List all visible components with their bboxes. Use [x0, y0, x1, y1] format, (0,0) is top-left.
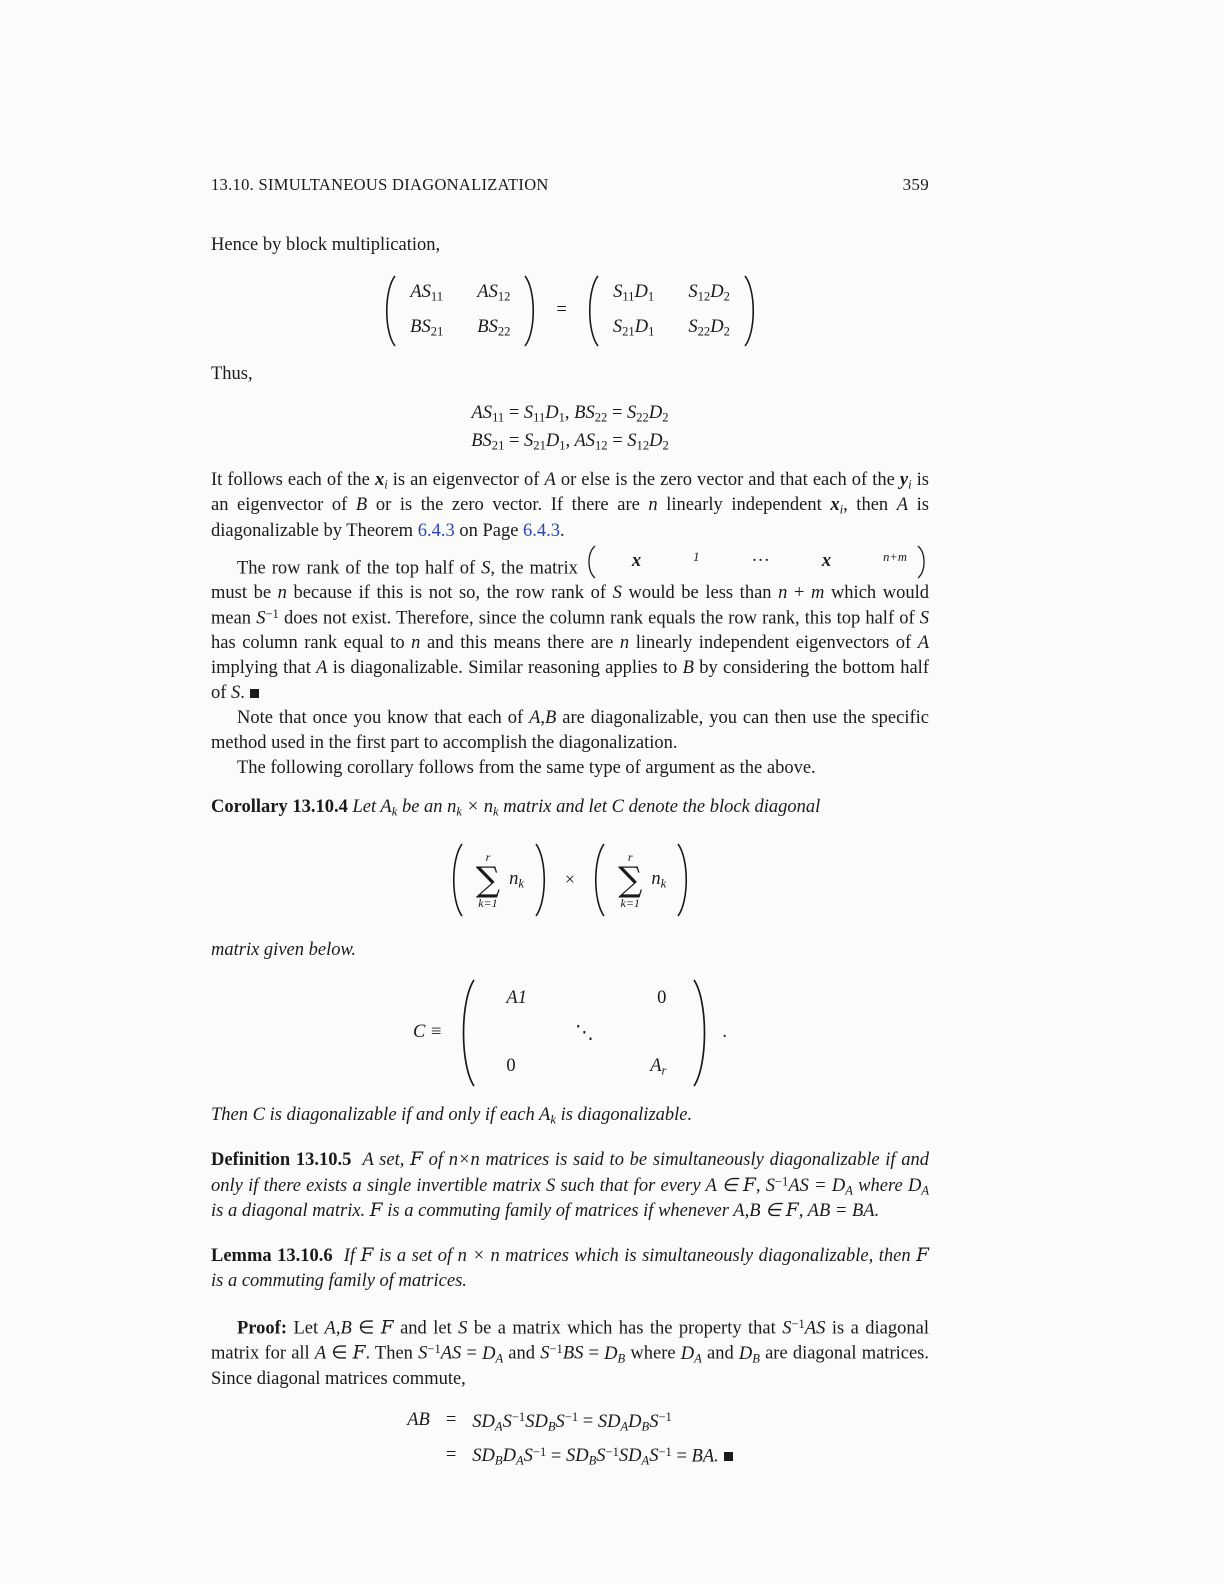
matrix-left: [378, 274, 542, 348]
equals-sign: =: [556, 300, 567, 321]
cell-bs21: $BS_{21}$: [410, 316, 444, 339]
cell-s22d2: $S_{22}D_2$: [688, 316, 730, 339]
theorem-reference-link[interactable]: 6.4.3: [417, 520, 455, 541]
paragraph-following-corollary: The following corollary follows from the same type of argument as the above.: [237, 757, 816, 778]
math-A-3: A: [917, 633, 929, 654]
final-eq-rel-1: =: [445, 1410, 457, 1431]
cell-s21d1: $S_{21}D_1$: [612, 316, 655, 339]
right-paren-icon: [522, 274, 542, 348]
math-Ak: $A_k$: [380, 796, 398, 819]
math-S: S: [481, 558, 491, 579]
math-A: A: [544, 469, 556, 490]
left-paren-icon-4: [445, 842, 465, 918]
definition-label: Definition 13.10.5: [211, 1150, 352, 1171]
cell-Ar: $A_r$: [650, 1055, 667, 1078]
corollary-label: Corollary 13.10.4: [211, 796, 348, 817]
page-content: [211, 175, 929, 1469]
equation-block-matrix: [211, 274, 929, 348]
final-eq-rhs-1: $SD_AS^{-1}SD_BS^{-1} = SD_AD_BS^{-1}$: [472, 1410, 672, 1434]
sum-lower-limit-1: k=1: [478, 895, 498, 910]
matrix-right-cells: [601, 282, 742, 339]
lemma-13-10-6: Lemma 13.10.6 If F is a set of n × n matrices which is simultaneously diagonalizable, then F is a commuting family of matrices.: [211, 1245, 930, 1291]
cell-s11d1: $S_{11}D_1$: [613, 282, 655, 304]
equation-line-1: $AS_{11} = S_{11}D_1$, $BS_{22} = S_{22}D_2$: [471, 402, 669, 425]
cell-as12: $AS_{12}$: [477, 282, 511, 304]
math-n: n: [648, 495, 658, 516]
corollary-13-10-4: Corollary 13.10.4 Let $A_k$ be an $n_k \times n_k$ matrix and let C denote the block diagonal: [211, 796, 821, 819]
sum-group-1: [445, 842, 553, 918]
final-eq-lhs-empty: [407, 1445, 430, 1469]
qed-square-icon-2: [724, 1452, 733, 1461]
paragraph-note: Note that once you know that each of A,B are diagonalizable, you can then use the specific method used in the first part to accomplish the diagonalization.: [211, 707, 929, 753]
c-matrix: [454, 977, 714, 1089]
final-eq-rel-2: =: [445, 1444, 457, 1465]
right-paren-icon-2: [742, 274, 762, 348]
c-equiv-label: C ≡: [412, 1022, 443, 1043]
proof-label: Proof:: [237, 1318, 287, 1339]
paragraph-thus: Thus,: [211, 363, 253, 384]
left-paren-icon: [378, 274, 398, 348]
math-n-4: n: [619, 633, 630, 654]
left-paren-icon-3: [584, 544, 597, 580]
c-matrix-period: .: [722, 1022, 728, 1043]
equation-c-matrix: [211, 977, 929, 1089]
qed-square-icon: [250, 689, 259, 698]
math-B: B: [355, 495, 368, 516]
times-operator: ×: [564, 869, 576, 890]
running-head: [211, 175, 929, 195]
cell-as11: $AS_{11}$: [410, 282, 444, 304]
math-S-3: S: [919, 608, 929, 629]
cell-s12d2: $S_{12}D_2$: [688, 282, 730, 304]
summation-symbol-2: [616, 851, 644, 909]
header-section-title: 13.10. SIMULTANEOUS DIAGONALIZATION: [211, 175, 549, 194]
summation-symbol-1: [474, 851, 502, 909]
left-paren-icon-2: [581, 274, 601, 348]
paragraph-then-c-diagonalizable: Then C is diagonalizable if and only if each $A_k$ is diagonalizable.: [211, 1104, 693, 1127]
cell-ellipsis: ···: [751, 551, 770, 572]
final-eq-rhs-2: $SD_BD_AS^{-1} = SD_BS^{-1}SD_AS^{-1}$ = BA.: [472, 1445, 733, 1469]
math-n-plus-m: n: [778, 582, 788, 603]
left-paren-icon-5: [587, 842, 607, 918]
proof-paragraph: Proof: Let A,B ∈ F and let S be a matrix which has the property that $S^{-1}AS$ is a diagonal matrix for all A ∈ F. Then $S^{-1}AS = D_A$ and $S^{-1}BS = D_B$ where $D_A$ and $D_B$ are diagonal matrices. Since diagonal matrices commute,: [211, 1316, 929, 1390]
sigma-icon-2: ∑: [618, 859, 643, 900]
paragraph-it-follows: It follows each of the $x_i$ is an eigenvector of A or else is the zero vector and that each of the $y_i$ is an eigenvector of B or is the zero vector. If there are n linearly independent $x_i$, then A is diagonalizable by Theorem 6.4.3 on Page 6.4.3.: [211, 469, 929, 541]
math-n-2: n: [277, 582, 287, 603]
right-paren-icon-4: [533, 842, 553, 918]
c-matrix-cells: [478, 982, 690, 1084]
cell-zero-top: 0: [657, 988, 667, 1009]
sum-term-2: $n_k$: [651, 868, 667, 891]
math-A-4: A: [316, 658, 328, 679]
math-B-2: B: [682, 658, 694, 679]
math-A-2: A: [896, 495, 909, 516]
paragraph-hence-block: Hence by block multiplication,: [211, 235, 441, 255]
cell-A1: A1: [506, 988, 527, 1009]
sigma-icon-1: ∑: [475, 859, 501, 900]
final-eq-lhs: AB: [407, 1410, 430, 1431]
paragraph-matrix-given-below: matrix given below.: [211, 939, 357, 960]
right-paren-icon-5: [675, 842, 695, 918]
right-paren-icon-6: [690, 977, 714, 1089]
cell-xnm: x: [821, 551, 832, 572]
matrix-left-cells: [398, 282, 522, 339]
equation-thus-lines: [211, 403, 929, 454]
math-A-B: A: [529, 707, 541, 728]
sum-inner-1: [465, 851, 533, 909]
lemma-label: Lemma 13.10.6: [211, 1246, 333, 1267]
math-x-i-2: x: [830, 495, 840, 516]
sum-group-2: [587, 842, 695, 918]
row-vector-cells: x 1 ··· x n+m: [597, 549, 916, 574]
math-n-3: n: [411, 633, 421, 654]
math-S-4: S: [231, 683, 241, 704]
paragraph-row-rank: The row rank of the top half of S, the matrix x 1 ··· x n+m must be n because if this is not so, the row rank of S would be less than n + m which would mean $S^{-1}$ does not exist. Therefore, since the column rank equals the row rank, this top half of S has column rank equal to n and this means there are n linearly independent eigenvectors of A implying that A is diagonalizable. Similar reasoning applies to B by considering the bottom half of S.: [211, 544, 929, 706]
sum-upper-limit-2: r: [627, 849, 633, 864]
page-number: 359: [902, 175, 929, 194]
cell-zero-bottom: 0: [506, 1056, 516, 1077]
math-nk-x-nk: $n_k \times n_k$: [447, 796, 499, 819]
equation-final-proof: [211, 1410, 929, 1468]
right-paren-icon-3: [916, 544, 929, 580]
math-C: C: [611, 796, 624, 817]
matrix-right: [581, 274, 762, 348]
row-vector-matrix: [584, 544, 929, 580]
math-S-inverse: S: [256, 608, 266, 629]
math-x-i: x: [374, 469, 385, 490]
cell-ddots: ⋱: [575, 1022, 594, 1043]
math-S-2: S: [612, 582, 622, 603]
sum-inner-2: [607, 851, 675, 909]
sum-term-1: $n_k$: [509, 868, 524, 891]
definition-13-10-5: Definition 13.10.5 A set, F of n×n matrices is said to be simultaneously diagonalizable if and only if there exists a single invertible matrix S such that for every A ∈ F, $S^{-1}AS = D_A$ where $D_A$ is a diagonal matrix. F is a commuting family of matrices if whenever A,B ∈ F, AB = BA.: [211, 1149, 930, 1222]
page-reference-link[interactable]: 6.4.3: [523, 520, 561, 541]
sum-upper-limit-1: r: [485, 849, 491, 864]
equation-line-2: $BS_{21} = S_{21}D_1$, $AS_{12} = S_{12}D_2$: [471, 431, 669, 453]
equation-sum-product: [211, 842, 929, 918]
sum-lower-limit-2: k=1: [620, 895, 640, 910]
math-y-i: y: [899, 469, 909, 490]
cell-bs22: $BS_{22}$: [477, 316, 511, 339]
cell-x1: x: [631, 551, 642, 572]
left-paren-icon-6: [454, 977, 478, 1089]
